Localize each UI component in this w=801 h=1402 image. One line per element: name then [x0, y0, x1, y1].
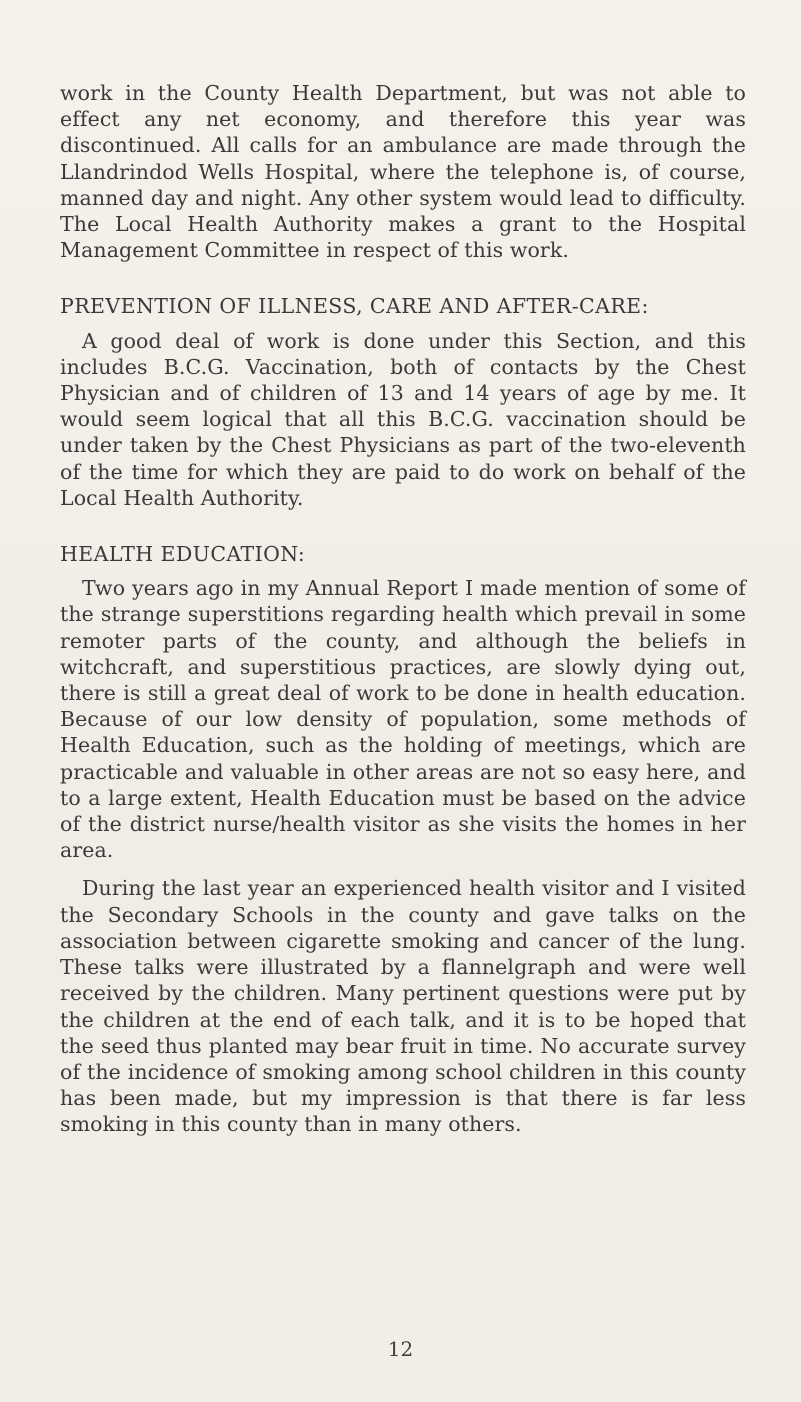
page-number: 12 — [387, 1337, 414, 1361]
document-body — [60, 80, 746, 1138]
section-heading-prevention: PREVENTION OF ILLNESS, CARE AND AFTER-CARE: — [60, 294, 649, 319]
prevention-paragraph: A good deal of work is done under this Section, and this includes B.C.G. Vaccination, both of contacts by the Chest Physician and of children of 13 and 14 years of age by me. It would seem logical that all this B.C.G. vaccination should be under taken by the Chest Physicians as part of the two-eleventh of the time for which they are paid to do work on behalf of the Local Health Authority. — [60, 328, 746, 510]
intro-paragraph: work in the County Health Department, but was not able to effect any net economy, and therefore this year was discontinued. All calls for an ambulance are made through the Llandrindod Wells Hospital, where the telephone is, of course, manned day and night. Any other system would lead to difficulty. The Local Health Authority makes a grant to the Hospital Management Committee in respect of this work. — [60, 81, 746, 263]
health-education-paragraph-1: Two years ago in my Annual Report I made mention of some of the strange superstitions regarding health which prevail in some remoter parts of the county, and although the beliefs in witchcraft, and superstitious practices, are slowly dying out, there is still a great deal of work to be done in health education. Because of our low density of population, some methods of Health Education, such as the holding of meetings, which are practicable and valuable in other areas are not so easy here, and to a large extent, Health Education must be based on the advice of the district nurse/health visitor as she visits the homes in her area. — [60, 576, 746, 863]
section-heading-health-education: HEALTH EDUCATION: — [60, 542, 306, 567]
health-education-paragraph-2: During the last year an experienced health visitor and I visited the Secondary Schools in the county and gave talks on the association between cigarette smoking and cancer of the lung. These talks were illustrated by a flannelgraph and were well received by the children. Many pertinent questions were put by the children at the end of each talk, and it is to be hoped that the seed thus planted may bear fruit in time. No accurate survey of the incidence of smoking among school children in this county has been made, but my impression is that there is far less smoking in this county than in many others. — [60, 876, 746, 1137]
